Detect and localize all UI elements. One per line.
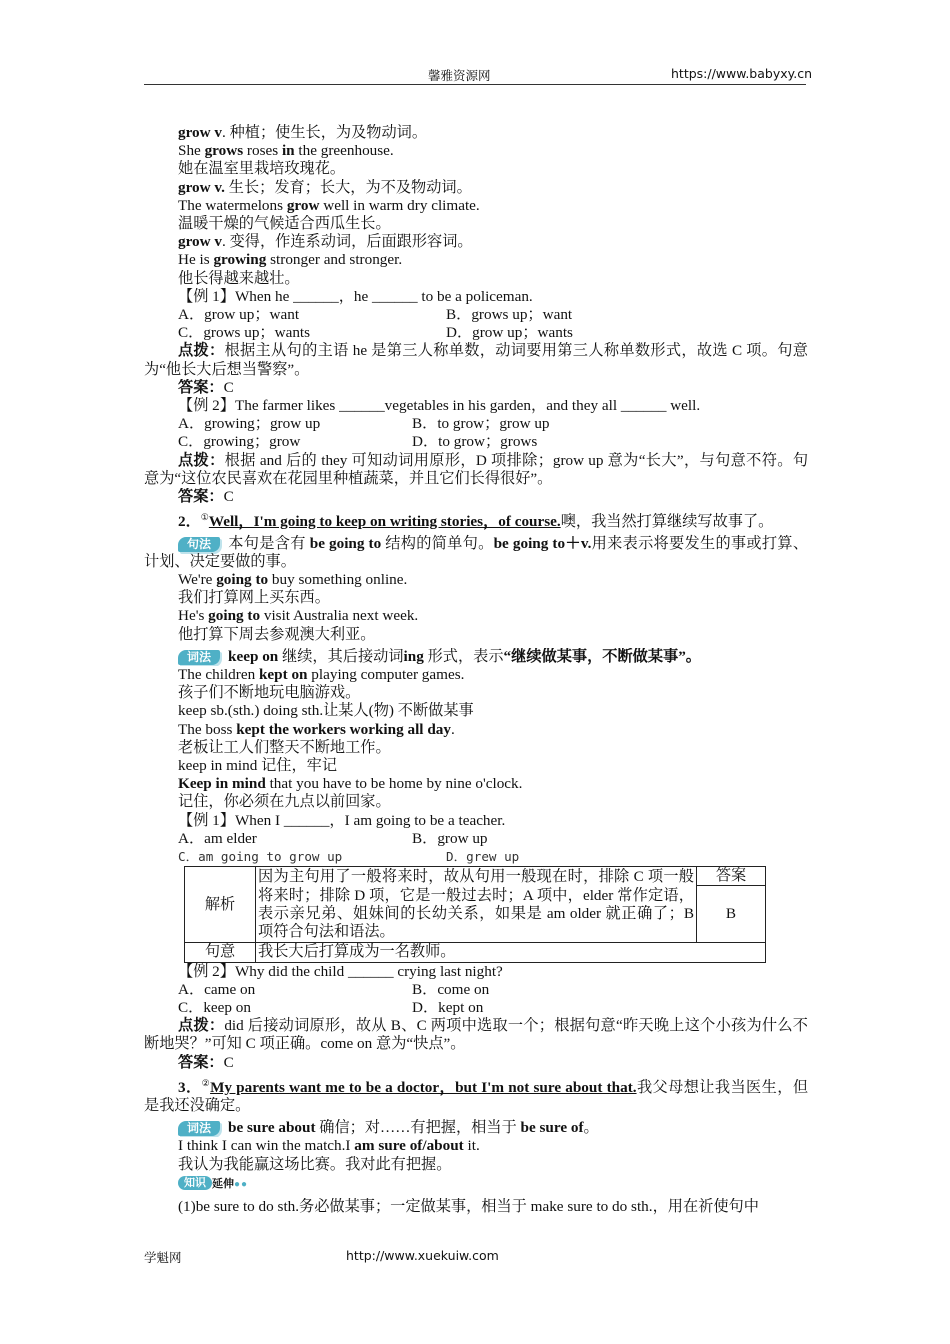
s2-ex-3: The children kept on playing computer games. (178, 665, 465, 683)
s2-example-2-options-ab: A．came on B．come on (178, 980, 490, 998)
analysis-label: 解析 (185, 867, 256, 943)
header-divider (144, 84, 806, 85)
s2-example-1-options-ab: A．am elder B．grow up (178, 829, 488, 847)
s2-example-2-answer: 答案：C (178, 1053, 234, 1071)
s2-example-1: 【例 1】When I ______，I am going to be a teacher. (178, 811, 506, 829)
grow-example-1-options-ab: A．grow up；want B．grows up；want (178, 306, 573, 324)
section-2-sentence: 2．①Well，I'm going to keep on writing stories，of course.噢，我当然打算继续写故事了。 (178, 512, 774, 531)
vocab-tag: 词法 (178, 1121, 220, 1136)
grow-example-2-hint: 点拨：根据 and 后的 they 可知动词用原形，D 项排除；grow up 意为“长大”，与句意不符。句意为“这位农民喜欢在花园里种植蔬菜，并且它们长得很好”。 (144, 451, 809, 487)
grow-example-1-options-cd: C．grows up；wants D．grow up；wants (178, 324, 573, 342)
section-3-sentence: 3．②My parents want me to be a doctor，but I'm not sure about that.我父母想让我当医生，但是我还没确定。 (144, 1077, 809, 1115)
s2-example-2-hint: 点拨：did 后接动词原形，故从 B、C 两项中选取一个；根据句意“昨天晚上这个小孩为什么不断地哭？”可知 C 项正确。come on 意为“快点”。 (144, 1017, 808, 1053)
footer-site-url[interactable]: http://www.xuekuiw.com (346, 1248, 499, 1263)
grow-example-1: 【例 1】When he ______，he ______ to be a policeman. (178, 287, 533, 305)
s2-example-2: 【例 2】Why did the child ______ crying last night? (178, 962, 503, 980)
grow-ex-2: The watermelons grow well in warm dry climate. (178, 196, 480, 214)
s2-ex-4: keep sb.(sth.) doing sth.让某人(物) 不断做某事 (178, 702, 474, 720)
s2-example-2-options-cd: C．keep on D．kept on (178, 999, 484, 1016)
knowledge-tag: 知识 (178, 1176, 212, 1190)
header-site-url[interactable]: https://www.babyxy.cn (671, 66, 813, 81)
s3-ex-1-cn: 我认为我能赢这场比赛。我对此有把握。 (178, 1155, 452, 1173)
grow-ex-3: He is growing stronger and stronger. (178, 251, 403, 269)
grow-example-2-options-cd: C．growing；grow D．to grow；grows (178, 433, 538, 451)
s3-ex-1: I think I can win the match.I am sure of/about it. (178, 1137, 480, 1155)
meaning-label: 句意 (185, 943, 256, 962)
grow-example-2-options-ab: A．growing；grow up B．to grow；grow up (178, 415, 550, 433)
answer-value: B (697, 886, 766, 943)
meaning-text: 我长大后打算成为一名教师。 (256, 943, 766, 962)
grow-ex-1: She grows roses in the greenhouse. (178, 142, 394, 160)
grow-ex-3-cn: 他长得越来越壮。 (178, 269, 300, 287)
analysis-text: 因为主句用了一般将来时，故从句用一般现在时，排除 C 项一般将来时；排除 D 项，它是一般过去时；A 项中，elder 常作定语，表示亲兄弟、姐妹间的长幼关系，如果是 am older 就正确了；B 项符合句法和语法。 (256, 867, 697, 943)
grow-example-2-answer: 答案：C (178, 488, 234, 506)
s2-ex-3-cn: 孩子们不断地玩电脑游戏。 (178, 684, 361, 702)
header-site-name: 馨雅资源网 (428, 68, 491, 83)
s2-example-1-options-cd: C．am going to grow up D．grew up (178, 848, 520, 864)
vocab-tag: 词法 (178, 650, 220, 665)
syntax-tag: 句法 (178, 537, 220, 552)
s3-extension-1: (1)be sure to do sth.务必做某事；一定做某事，相当于 make sure to do sth.，用在祈使句中 (178, 1198, 759, 1216)
section-2-syntax: 句法 本句是含有 be going to 结构的简单句。be going to＋v.用来表示将要发生的事或打算、计划、决定要做的事。 (144, 534, 809, 570)
answer-header: 答案 (697, 867, 766, 886)
grow-example-1-hint: 点拨：根据主从句的主语 he 是第三人称单数，动词要用第三人称单数形式，故选 C 项。句意为“他长大后想当警察”。 (144, 342, 808, 378)
s2-ex-6: keep in mind 记住，牢记 (178, 756, 338, 774)
s2-ex-7-cn: 记住，你必须在九点以前回家。 (178, 793, 391, 811)
document-body (144, 124, 808, 1216)
s2-ex-5: The boss kept the workers working all day. (178, 720, 455, 738)
knowledge-extension-heading: 知识 延伸●● (144, 1174, 808, 1194)
grow-ex-1-cn: 她在温室里栽培玫瑰花。 (178, 160, 346, 178)
footer-site-name: 学魁网 (144, 1250, 182, 1265)
grow-example-1-answer: 答案：C (178, 378, 234, 396)
grow-example-2: 【例 2】The farmer likes ______vegetables in his garden，and they all ______ well. (178, 397, 701, 415)
grow-def-3: grow v. 变得，作连系动词，后面跟形容词。 (178, 233, 473, 251)
s2-vocab: 词法 keep on 继续，其后接动词ing 形式，表示“继续做某事，不断做某事”。 (144, 648, 808, 666)
dots-icon: ●● (234, 1178, 249, 1190)
s2-ex-1-cn: 我们打算网上买东西。 (178, 589, 330, 607)
grow-def-2: grow v. 生长；发育；长大，为不及物动词。 (178, 178, 472, 196)
s3-vocab: 词法 be sure about 确信；对……有把握，相当于 be sure of。 (144, 1119, 808, 1137)
s2-ex-7: Keep in mind that you have to be home by nine o'clock. (178, 775, 523, 793)
grow-def-1: grow v. 种植；使生长，为及物动词。 (178, 124, 428, 141)
grow-ex-2-cn: 温暖干燥的气候适合西瓜生长。 (178, 215, 391, 233)
s2-ex-2-cn: 他打算下周去参观澳大利亚。 (178, 625, 376, 643)
s2-ex-2: He's going to visit Australia next week. (178, 607, 419, 625)
s2-ex-1: We're going to buy something online. (178, 570, 408, 588)
analysis-table (184, 866, 766, 962)
s2-ex-5-cn: 老板让工人们整天不断地工作。 (178, 738, 391, 756)
